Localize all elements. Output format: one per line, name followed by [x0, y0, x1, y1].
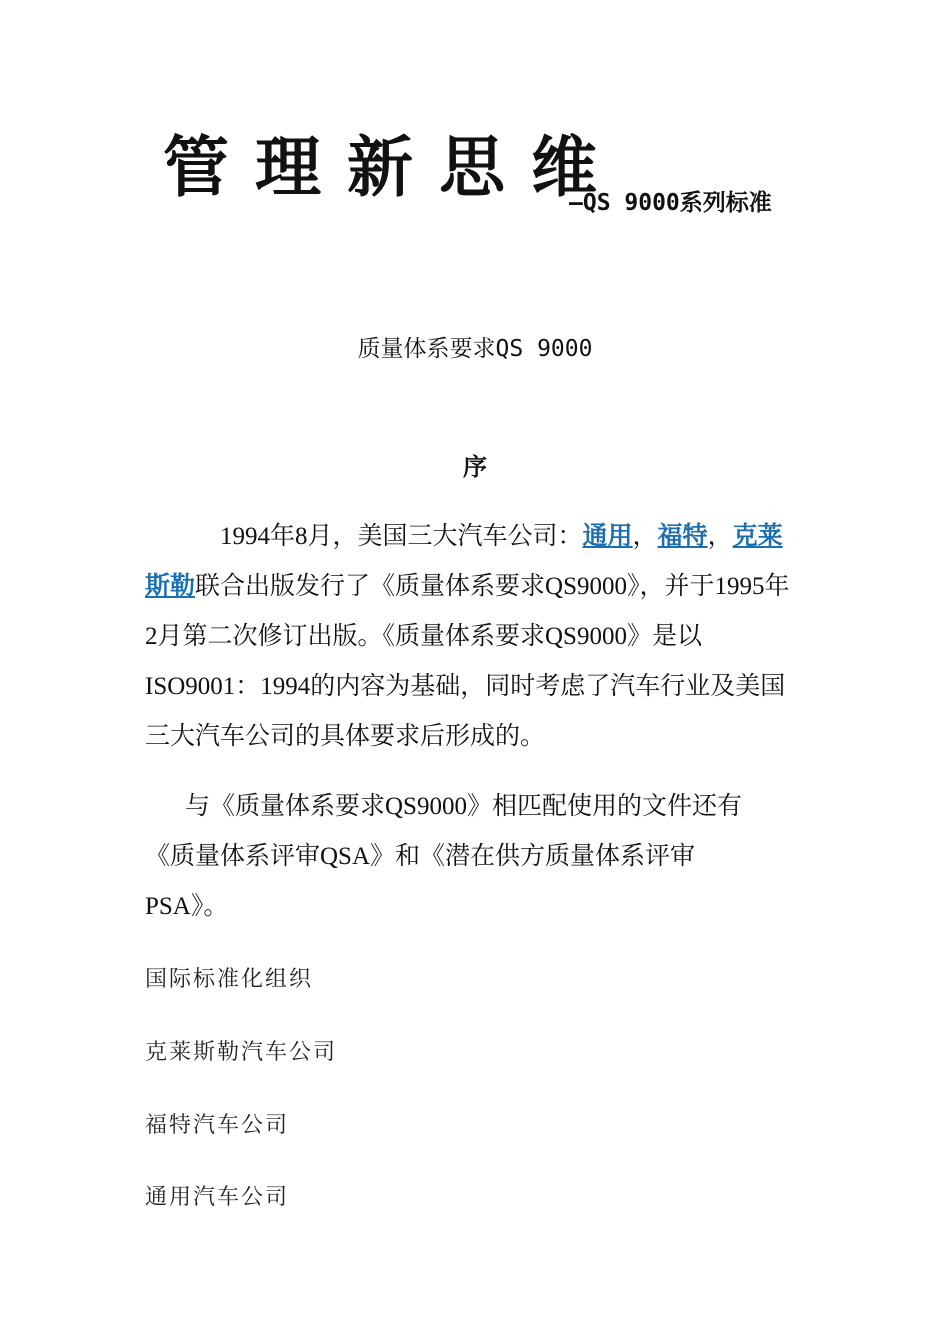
- document-header: [163, 122, 863, 222]
- org-gm: 通用汽车公司: [145, 1185, 290, 1210]
- preface-paragraph-1: [145, 512, 800, 762]
- preface-heading: 序: [463, 453, 487, 481]
- p1-sep-2: ，: [707, 523, 733, 550]
- p1-sep-1: ，: [632, 523, 658, 550]
- link-ford[interactable]: 福特: [657, 523, 708, 550]
- series-label: —QS 9000系列标准: [569, 190, 772, 216]
- preface-paragraph-2: 与《质量体系要求QS9000》相匹配使用的文件还有《质量体系评审QSA》和《潜在供方质量体系评审PSA》。: [145, 793, 742, 920]
- p1-text-a: 1994年8月，美国三大汽车公司：: [220, 523, 583, 550]
- link-gm[interactable]: 通用: [582, 523, 633, 550]
- org-ford: 福特汽车公司: [145, 1113, 290, 1138]
- p1-text-b: 联合出版发行了《质量体系要求QS9000》，并于1995年2月第二次修订出版。《质量体系要求QS9000》是以ISO9001：1994的内容为基础，同时考虑了汽车行业及美国三大汽车公司的具体要求后形成的。: [145, 573, 790, 750]
- document-subtitle: 质量体系要求QS 9000: [357, 336, 593, 362]
- org-chrysler: 克莱斯勒汽车公司: [145, 1040, 338, 1065]
- link-chrysler[interactable]: 克莱斯勒: [145, 523, 783, 600]
- org-iso: 国际标准化组织: [145, 967, 314, 992]
- calligraphy-title: 管理新思维: [163, 128, 623, 206]
